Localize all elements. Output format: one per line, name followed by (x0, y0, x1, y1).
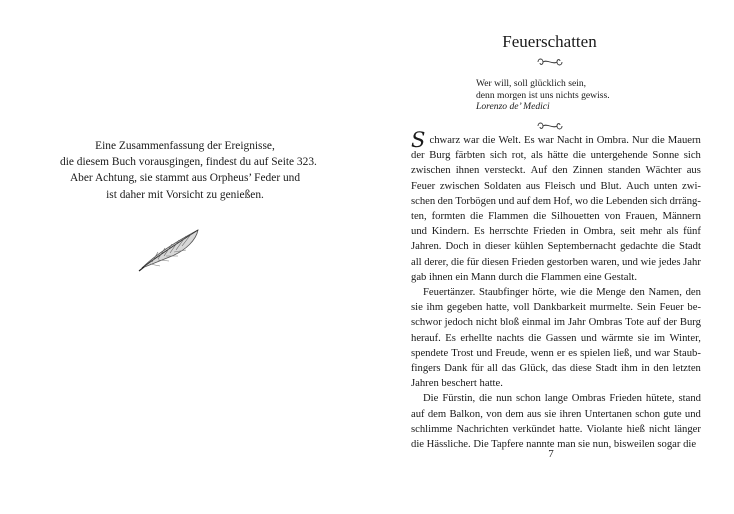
text-line: und Kindern. Es herrschte Frieden in Ombra, seit mehr als fünf (411, 226, 701, 238)
flourish-ornament-icon (536, 121, 564, 131)
text-line: die Hässliche. Die Tapfere nannte man sie nun, bisweilen sogar die (411, 439, 697, 451)
text-line: herauf. Es erhellte nachts die Gassen und wärmte sie im Winter, (411, 332, 701, 344)
chapter-title: Feuerschatten (502, 32, 597, 51)
text-line: gab ihnen ein Mann durch die Flammen eine Gestalt. (411, 271, 638, 283)
chapter-body-text (411, 128, 701, 452)
text-line: schlimme Nachrichten verkündet hatte. Violante hieß nicht länger (411, 423, 701, 435)
text-line: spendete Trost und Freude, wenn er es spielen ließ, und war Staub- (411, 347, 701, 359)
text-line: auf dem Balkon, von dem aus sie ihren Untertanen schon gute und (411, 408, 701, 420)
text-line: schen den Torbögen und auf dem Hof, wo die Lebenden sich drräng- (411, 195, 701, 207)
text-line: schwor jedoch nicht bloß einmal im Jahr Ombras Tote auf der Burg (411, 317, 701, 329)
text-line: Feuertänzer. Staubfinger hörte, wie die Menge den Namen, den (423, 287, 701, 299)
intro-line: ist daher mit Vorsicht zu genießen. (106, 188, 264, 201)
text-line: Die Fürstin, die nun schon lange Ombras Frieden hütete, stand (423, 393, 701, 405)
epigraph (476, 78, 696, 113)
text-line: fingers Dank für all das Glück, das diese Stadt ihm in den letzten (411, 363, 701, 375)
right-page (367, 0, 734, 514)
intro-line: Eine Zusammenfassung der Ereignisse, (95, 140, 275, 152)
text-line: Feuer zwischen Soldaten aus Fleisch und Blut. Auch unten zwi- (411, 180, 701, 192)
text-line: ten, formten die Flammen die Silhouetten von Frauen, Männern (411, 211, 701, 223)
text-line: der Burg färbten sich rot, als hätte die untergehende Sonne sich (411, 150, 701, 162)
epigraph-author: Lorenzo de’ Medici (476, 101, 550, 113)
text-line: sie ihm gegeben hatte, voll Dankbarkeit murmelte. Sein Feuer be- (411, 302, 701, 314)
intro-line: Aber Achtung, sie stammt aus Orpheus’ Feder und (69, 172, 301, 185)
epigraph-line: denn morgen ist uns nichts gewiss. (476, 89, 610, 101)
flourish-ornament-icon (536, 57, 564, 67)
page-number: 7 (548, 448, 554, 460)
intro-line: die diesem Buch vorausgingen, findest du auf Seite 323. (60, 156, 317, 169)
text-line: Jahren. Doch in dieser kühlen Septembernacht gedachte die Stadt (411, 241, 701, 253)
epigraph-line: Wer will, soll glücklich sein, (476, 78, 587, 89)
text-line: Jahren beschert hatte. (411, 378, 503, 390)
text-line: zwischen ihnen versteckt. Auf den Zinnen standen Wächter aus (411, 165, 701, 177)
text-line: S chwarz war die Welt. Es war Nacht in Ombra. Nur die Mauern (411, 128, 701, 152)
text-line: all derer, die für diesen Frieden gestorben waren, und wie jedes Jahr (411, 256, 701, 268)
drop-cap: S (411, 128, 426, 152)
intro-note (60, 138, 317, 203)
feather-quill-icon (138, 226, 204, 272)
